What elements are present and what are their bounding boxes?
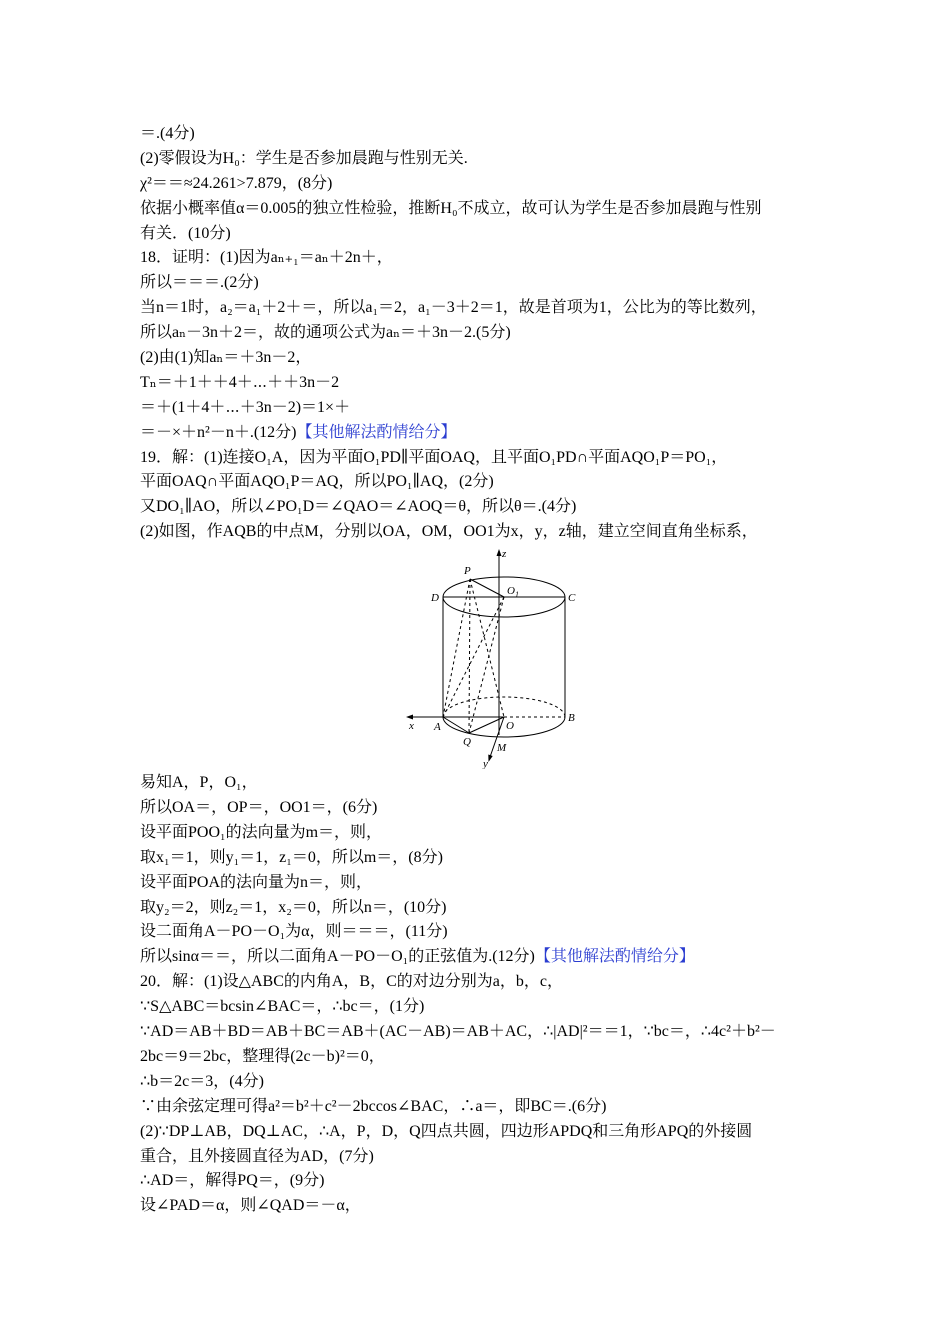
p-q-dashed xyxy=(469,579,470,733)
line-text: 所以sinα＝＝，所以二面角A－PO－O₁的正弦值为.(12分) xyxy=(140,948,535,966)
text-line xyxy=(140,945,812,970)
text-line: 取x₁＝1，则y₁＝1，z₁＝0，所以m＝，(8分) xyxy=(140,848,443,866)
y-arrow xyxy=(488,755,492,763)
label-o: O xyxy=(506,720,514,733)
text-line: 重合，且外接圆直径为AD，(7分) xyxy=(140,1147,374,1165)
text-line: (2)∵DP⊥AB，DQ⊥AC，∴A，P，D，Q四点共圆，四边形APDQ和三角形APQ的外接圆 xyxy=(140,1122,753,1140)
text-line: 设∠PAD＝α，则∠QAD＝－α， xyxy=(140,1197,361,1215)
text-line: (2)如图，作AQB的中点M，分别以OA，OM，OO1为x，y，z轴，建立空间直角坐标系， xyxy=(140,523,758,541)
text-line: 所以OA＝，OP＝，OO1＝，(6分) xyxy=(140,799,378,817)
label-b: B xyxy=(568,712,575,725)
label-o1-main: O xyxy=(507,585,515,598)
z-arrow xyxy=(497,549,502,556)
x-arrow xyxy=(406,715,413,720)
text-line: 设平面POO₁的法向量为m＝，则， xyxy=(140,823,383,841)
text-line xyxy=(140,421,812,446)
label-c: C xyxy=(568,592,576,605)
label-d: D xyxy=(431,592,439,605)
text-line: 有关．(10分) xyxy=(140,224,231,242)
line-text: ＝－×＋n²－n＋.(12分) xyxy=(140,423,297,441)
cylinder-figure xyxy=(140,545,812,771)
text-line: 易知A，P，O₁， xyxy=(140,774,258,792)
text-line: ＝.(4分) xyxy=(140,125,195,142)
text-line: 18．证明：(1)因为aₙ₊₁＝aₙ＋2n＋， xyxy=(140,249,393,267)
text-line: ∵由余弦定理可得a²＝b²＋c²－2bccos∠BAC，∴a＝，即BC＝.(6分) xyxy=(140,1097,607,1115)
text-line: ∵AD＝AB＋BD＝AB＋BC＝AB＋(AC－AB)＝AB＋AC，∴|AD|²＝＝1，∵bc＝，∴4c²＋b²－ xyxy=(140,1023,776,1041)
label-m: M xyxy=(497,742,507,755)
label-y: y xyxy=(483,758,488,770)
text-line: 依据小概率值α＝0.005的独立性检验，推断H₀不成立，故可认为学生是否参加晨跑与性别 xyxy=(140,199,762,217)
text-line: 20．解：(1)设△ABC的内角A，B，C的对边分别为a，b，c， xyxy=(140,973,563,991)
grading-note: 【其他解法酌情给分】 xyxy=(296,423,457,441)
text-line: 取y₂＝2，则z₂＝1，x₂＝0，所以n＝，(10分) xyxy=(140,898,447,916)
text-line: ∴AD＝，解得PQ＝，(9分) xyxy=(140,1172,325,1190)
text-line: (2)零假设为H₀：学生是否参加晨跑与性别无关. xyxy=(140,149,468,167)
text-line: 2bc＝9＝2bc，整理得(2c－b)²＝0， xyxy=(140,1047,385,1065)
text-line: 平面OAQ∩平面AQO₁P＝AQ，所以PO₁∥AQ，(2分) xyxy=(140,473,494,491)
text-line: (2)由(1)知aₙ＝＋3n－2， xyxy=(140,349,312,367)
text-line: 所以aₙ－3n＋2＝，故的通项公式为aₙ＝＋3n－2.(5分) xyxy=(140,324,511,342)
text-line: χ²＝＝≈24.261>7.879，(8分) xyxy=(140,174,333,192)
text-line: ∵S△ABC＝bcsin∠BAC＝，∴bc＝，(1分) xyxy=(140,998,425,1016)
label-x: x xyxy=(409,720,414,733)
label-q: Q xyxy=(463,736,471,749)
text-line: 设二面角A－PO－O₁为α，则＝＝＝，(11分) xyxy=(140,923,448,941)
label-a: A xyxy=(434,721,441,734)
text-line: Tₙ＝＋1＋＋4＋⋯＋＋3n－2 xyxy=(140,373,340,391)
grading-note: 【其他解法酌情给分】 xyxy=(534,948,695,966)
bottom-front-arc xyxy=(443,717,565,737)
label-o1 xyxy=(507,585,519,599)
label-o1-sub: 1 xyxy=(514,590,519,600)
text-line: 又DO₁∥AO，所以∠PO₁D＝∠QAO＝∠AOQ＝θ，所以θ＝.(4分) xyxy=(140,498,577,516)
a-q-line xyxy=(443,717,469,733)
text-line: 所以＝＝＝.(2分) xyxy=(140,274,259,292)
text-line: 19．解：(1)连接O₁A，因为平面O₁PD∥平面OAQ，且平面O₁PD∩平面AQO₁P＝PO₁， xyxy=(140,448,728,466)
o1-a-dashed xyxy=(443,597,504,717)
bottom-back-arc xyxy=(443,697,565,717)
text-line: ∴b＝2c＝3，(4分) xyxy=(140,1072,264,1090)
p-a-dashed xyxy=(443,579,470,717)
label-p: P xyxy=(464,565,471,578)
text-line: ＝＋(1＋4＋⋯＋3n－2)＝1×＋ xyxy=(140,398,351,416)
cylinder-diagram xyxy=(403,549,603,769)
document-body xyxy=(140,122,812,1219)
text-line: 当n＝1时，a₂＝a₁＋2＋＝，所以a₁＝2，a₁－3＋2＝1，故是首项为1，公比为的等比数列， xyxy=(140,299,767,317)
label-z: z xyxy=(502,549,507,561)
text-line: 设平面POA的法向量为n＝，则， xyxy=(140,873,373,891)
